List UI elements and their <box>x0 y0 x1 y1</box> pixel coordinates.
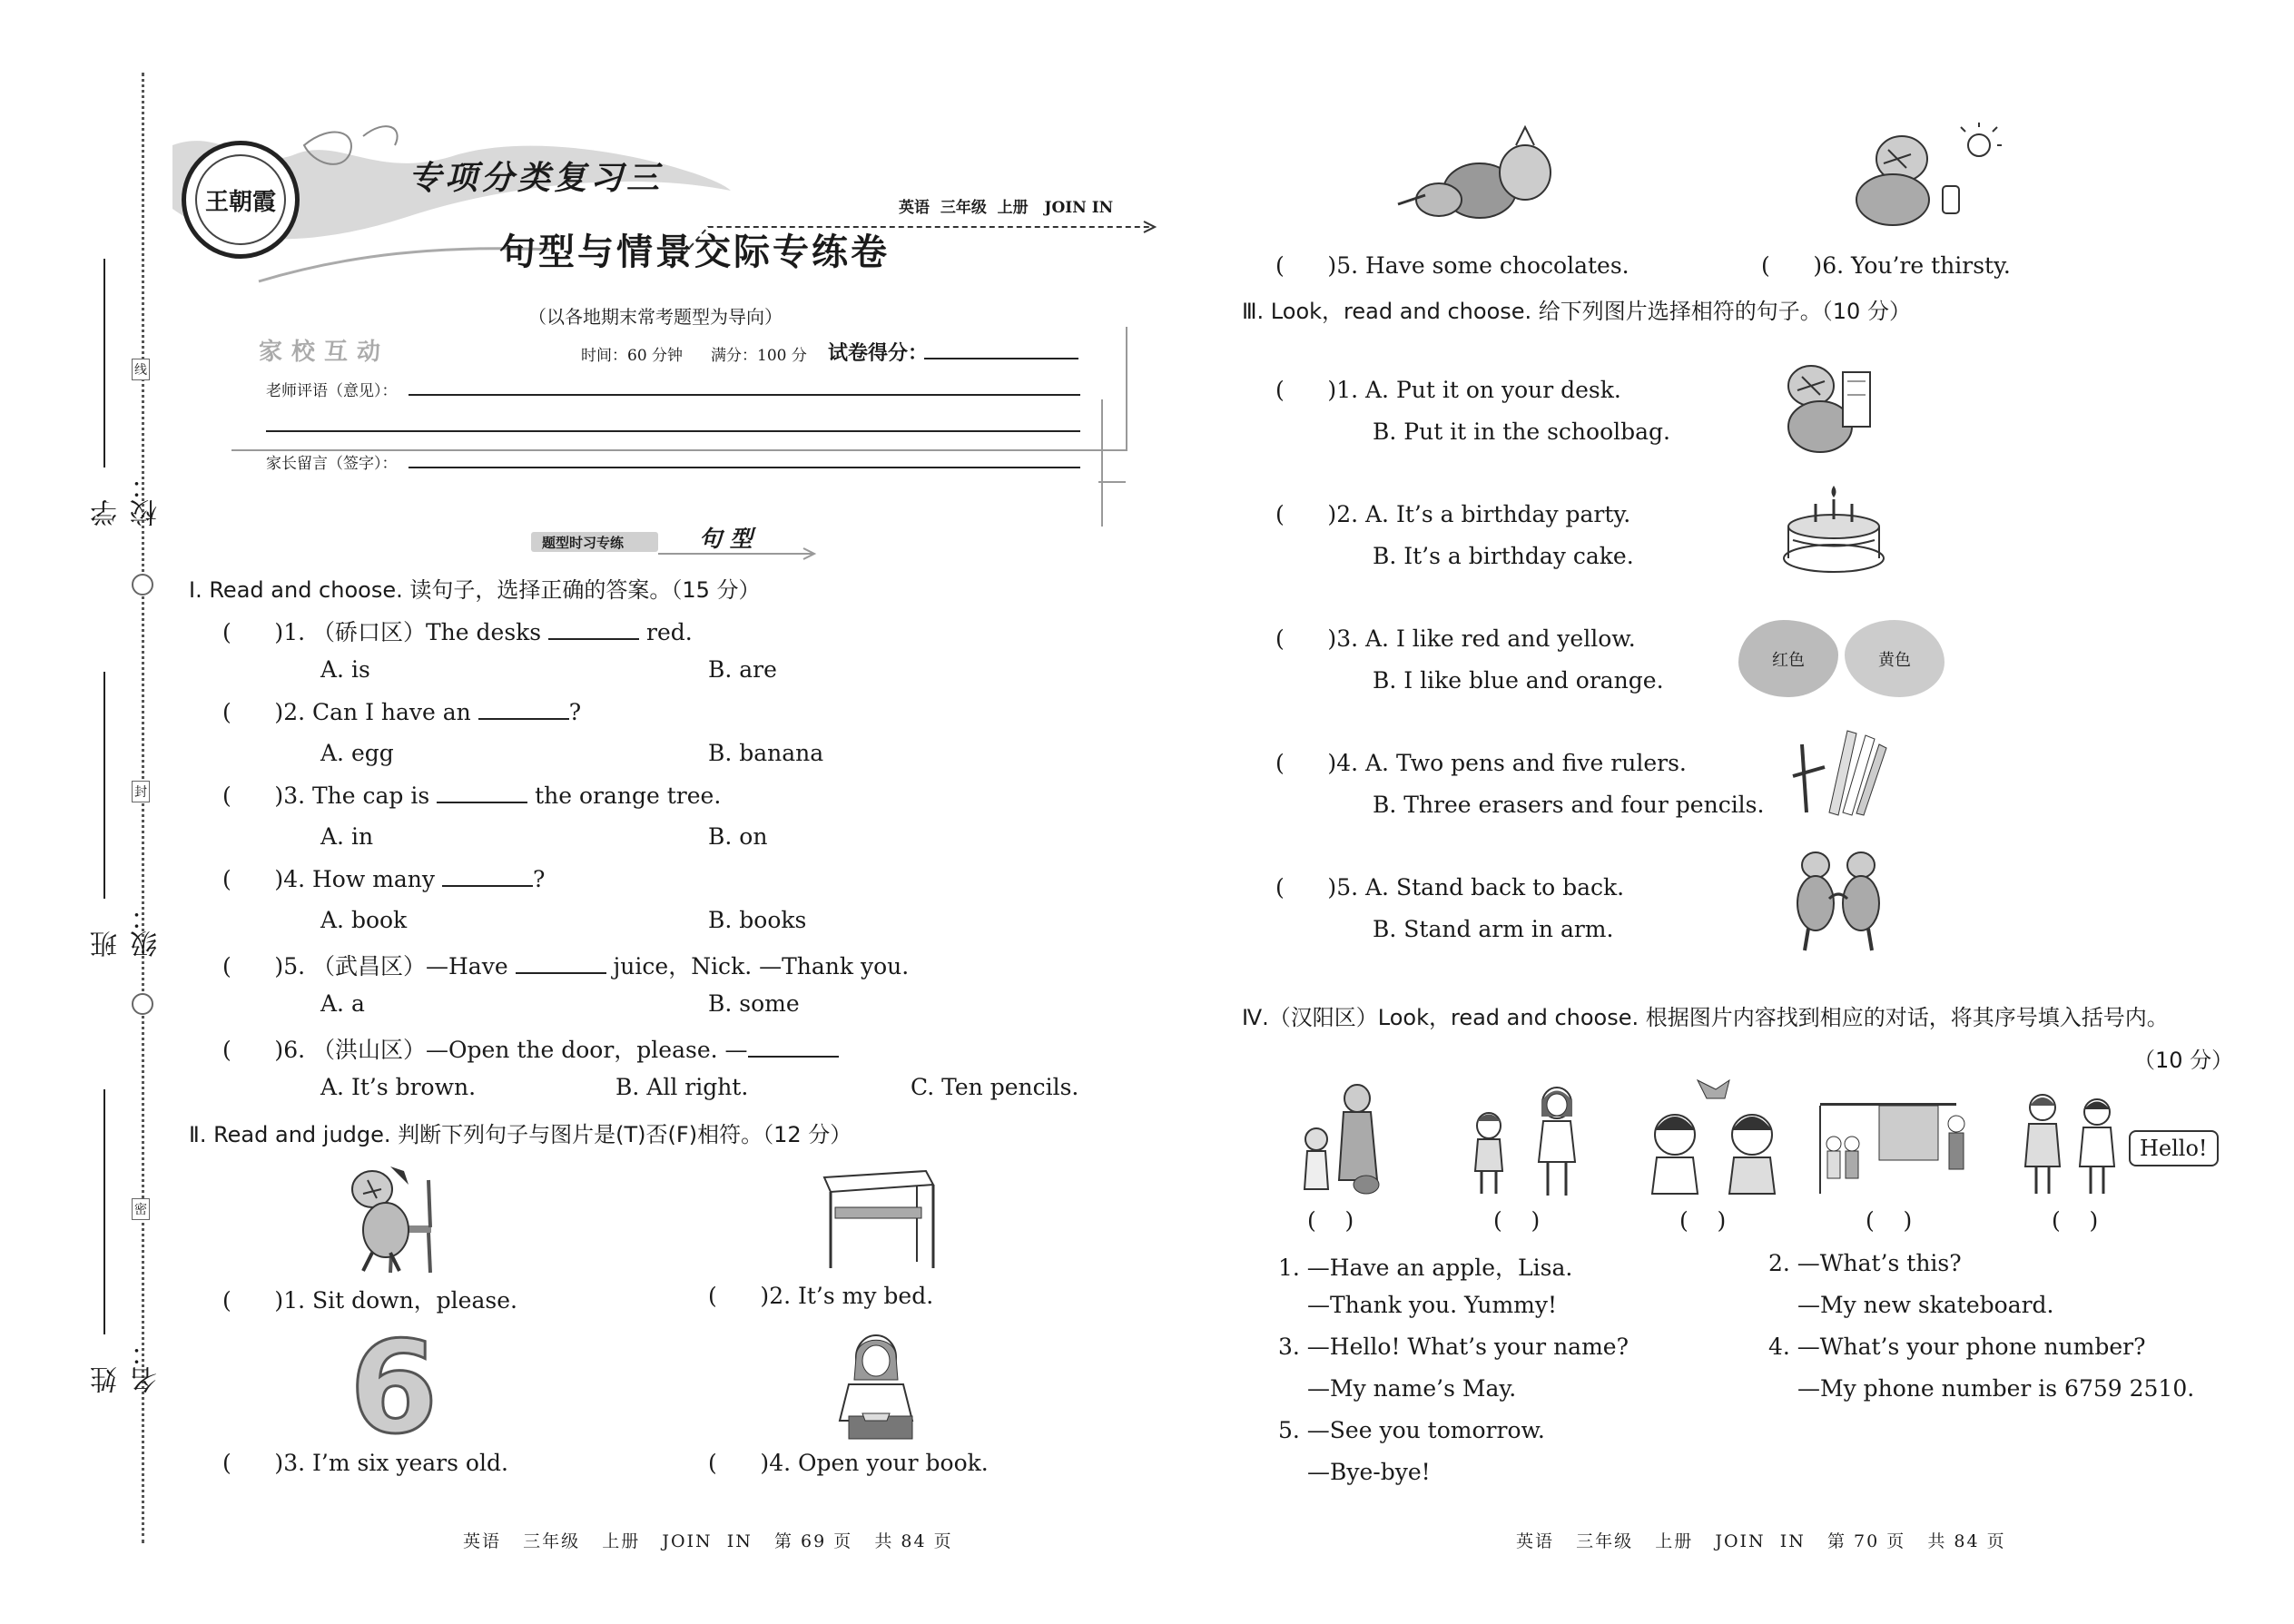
brand-logo <box>182 141 300 259</box>
s1-q2-option-b[interactable]: B. banana <box>708 740 824 766</box>
s4-answer-4[interactable]: ( ) <box>1866 1207 1913 1234</box>
footer-left: 英语 三年级 上册 JOIN IN 第 69 页 共 84 页 <box>463 1531 953 1551</box>
s1-q6-option-b[interactable]: B. All right. <box>615 1074 749 1100</box>
s2-item-4: ( )4. Open your book. <box>708 1450 989 1476</box>
dialog-3-line-2: —My name’s May. <box>1307 1375 1517 1402</box>
s2-item-3-bracket[interactable]: ( )3. <box>222 1450 306 1476</box>
s3-item-4: ( )4. A. Two pens and five rulers. <box>1275 750 1687 776</box>
s1-q6-option-a[interactable]: A. It’s brown. <box>320 1074 477 1100</box>
s2-item-3: ( )3. I’m six years old. <box>222 1450 508 1476</box>
teacher-comment-input[interactable] <box>409 394 1080 396</box>
tiger-drink-picture <box>1838 123 2002 227</box>
interaction-tag: 家校互动 <box>259 339 390 366</box>
s1-q2-bracket[interactable]: ( )2. <box>222 699 306 725</box>
s3-item-2-bracket[interactable]: ( )2. <box>1275 501 1359 527</box>
s1-q5-option-b[interactable]: B. some <box>708 990 800 1017</box>
binding-circle-2 <box>132 993 153 1015</box>
s1-q6-bracket[interactable]: ( )6. <box>222 1037 306 1063</box>
s1-q5-bracket[interactable]: ( )5. <box>222 953 306 979</box>
dialog-3-line-1: 3. —Hello! What’s your name? <box>1278 1334 1629 1360</box>
birthday-cake-picture <box>1779 481 1888 576</box>
dialog-1-line-2: —Thank you. Yummy! <box>1307 1292 1558 1318</box>
dialog-pic-4-see-you <box>1811 1098 1970 1198</box>
page-subtitle: （以各地期末常考题型为导向） <box>528 306 783 328</box>
series-title: 专项分类复习三 <box>409 160 664 197</box>
s4-answer-5[interactable]: ( ) <box>2052 1207 2099 1234</box>
s3-item-1-bracket[interactable]: ( )1. <box>1275 377 1359 403</box>
s2-item-6: ( )6. You’re thirsty. <box>1761 252 2011 279</box>
class-field[interactable] <box>87 672 162 958</box>
tiger-chair-picture <box>336 1162 445 1275</box>
s1-q4-option-b[interactable]: B. books <box>708 907 807 933</box>
section-3-title: Ⅲ. Look，read and choose. 给下列图片选择相符的句子。（10 分） <box>1242 299 1911 324</box>
color-yellow-label: 黄色 <box>1878 650 1911 670</box>
s1-q2-option-a[interactable]: A. egg <box>320 740 394 766</box>
s3-item-1-option-b: B. Put it in the schoolbag. <box>1373 418 1670 445</box>
tigers-arm-in-arm-picture <box>1788 849 1888 953</box>
binding-tag-feng: 封 <box>132 781 150 802</box>
s1-q5-option-a[interactable]: A. a <box>320 990 365 1017</box>
s1-q1-option-a[interactable]: A. is <box>320 656 370 683</box>
dialog-pic-1-apple <box>1294 1080 1393 1198</box>
s1-q2-blank[interactable] <box>478 698 569 720</box>
s3-item-2: ( )2. A. It’s a birthday party. <box>1275 501 1631 527</box>
color-blob-yellow <box>1845 620 1944 697</box>
s2-item-4-bracket[interactable]: ( )4. <box>708 1450 792 1476</box>
hello-speech-bubble <box>2129 1130 2219 1166</box>
s3-item-5: ( )5. A. Stand back to back. <box>1275 874 1625 901</box>
s1-q3-option-b[interactable]: B. on <box>708 823 768 850</box>
s1-q2: ( )2. Can I have an ? <box>222 699 582 725</box>
s2-item-6-bracket[interactable]: ( )6. <box>1761 252 1845 279</box>
s1-q4-bracket[interactable]: ( )4. <box>222 866 306 892</box>
exam-time: 时间：60 分钟 <box>581 347 684 365</box>
s1-q5-blank[interactable] <box>516 952 606 974</box>
s1-q4-option-a[interactable]: A. book <box>320 907 408 933</box>
s4-answer-3[interactable]: ( ) <box>1679 1207 1727 1234</box>
s3-item-2-option-b: B. It’s a birthday cake. <box>1373 543 1634 569</box>
s2-item-5-bracket[interactable]: ( )5. <box>1275 252 1359 279</box>
score-label: 试卷得分： <box>828 341 929 365</box>
s1-q4: ( )4. How many ? <box>222 866 546 892</box>
binding-tag-mi: 密 <box>132 1198 150 1220</box>
s3-item-3-bracket[interactable]: ( )3. <box>1275 625 1359 652</box>
s3-item-5-option-b: B. Stand arm in arm. <box>1373 916 1614 942</box>
s1-q1: ( )1. （硚口区）The desks red. <box>222 619 693 645</box>
page-title: 句型与情景交际专练卷 <box>499 231 890 273</box>
s3-item-5-bracket[interactable]: ( )5. <box>1275 874 1359 901</box>
section-1-title: Ⅰ. Read and choose. 读句子，选择正确的答案。（15 分） <box>189 577 761 603</box>
score-input[interactable] <box>924 358 1078 359</box>
dialog-4-line-2: —My phone number is 6759 2510. <box>1797 1375 2195 1402</box>
dialog-pic-5-phone <box>2020 1089 2120 1198</box>
s1-q6-option-c[interactable]: C. Ten pencils. <box>911 1074 1079 1100</box>
name-field[interactable] <box>87 1089 162 1393</box>
teacher-comment-label: 老师评语（意见）： <box>266 382 398 400</box>
pens-rulers-picture <box>1793 726 1888 817</box>
dialog-pic-3-hello <box>1643 1076 1784 1198</box>
banner-title: 句 型 <box>699 526 753 552</box>
s4-answer-1[interactable]: ( ) <box>1307 1207 1354 1234</box>
number-six-picture: 6 <box>350 1314 438 1462</box>
s1-q4-blank[interactable] <box>442 865 533 887</box>
parent-comment-label: 家长留言（签字）： <box>266 455 398 473</box>
class-label: 班级： <box>91 903 162 958</box>
girl-book-picture <box>822 1330 935 1443</box>
s2-item-1-bracket[interactable]: ( )1. <box>222 1287 306 1314</box>
hello-text: Hello! <box>2140 1136 2208 1161</box>
school-label: 学校： <box>91 472 162 527</box>
dialog-5-line-1: 5. —See you tomorrow. <box>1278 1417 1545 1443</box>
section-4-score: （10 分） <box>2133 1048 2234 1073</box>
s3-item-3-option-b: B. I like blue and orange. <box>1373 667 1664 694</box>
section-banner <box>531 528 812 554</box>
color-blob-red <box>1738 620 1838 697</box>
section-2-title: Ⅱ. Read and judge. 判断下列句子与图片是(T)否(F)相符。（12 分） <box>189 1122 852 1147</box>
s1-q6: ( )6. （洪山区）—Open the door，please. — <box>222 1032 839 1065</box>
s4-answer-2[interactable]: ( ) <box>1493 1207 1541 1234</box>
dialog-2-line-1: 2. —What’s this? <box>1768 1250 1962 1276</box>
s1-q3: ( )3. The cap is the orange tree. <box>222 782 722 809</box>
dialog-4-line-1: 4. —What’s your phone number? <box>1768 1334 2146 1360</box>
s1-q1-bracket[interactable]: ( )1. <box>222 619 306 645</box>
s1-q1-option-b[interactable]: B. are <box>708 656 777 683</box>
s3-item-3: ( )3. A. I like red and yellow. <box>1275 625 1636 652</box>
tiger-schoolbag-picture <box>1770 354 1879 458</box>
teacher-comment-line-2[interactable] <box>266 430 1080 432</box>
binding-dotted-line <box>142 73 144 1543</box>
s1-q3-option-a[interactable]: A. in <box>320 823 374 850</box>
vegetables-picture <box>1389 123 1566 227</box>
dialog-pic-2-skateboard <box>1462 1085 1598 1198</box>
s2-item-1: ( )1. Sit down，please. <box>222 1287 517 1314</box>
box-deco-vline <box>1101 399 1103 527</box>
s2-item-5: ( )5. Have some chocolates. <box>1275 252 1629 279</box>
section-4-title: Ⅳ.（汉阳区）Look，read and choose. 根据图片内容找到相应的对话，将其序号填入括号内。 <box>1242 1005 2169 1030</box>
binding-circle-1 <box>132 574 153 595</box>
brand-logo-text: 王朝霞 <box>204 188 276 216</box>
s1-q6-blank[interactable] <box>748 1036 839 1058</box>
dialog-1-line-1: 1. —Have an apple，Lisa. <box>1278 1255 1573 1281</box>
s3-item-4-bracket[interactable]: ( )4. <box>1275 750 1359 776</box>
s1-q5: ( )5. （武昌区）—Have juice，Nick. —Thank you. <box>222 953 910 979</box>
color-red-label: 红色 <box>1772 650 1805 670</box>
s2-item-2-bracket[interactable]: ( )2. <box>708 1283 792 1309</box>
full-score: 满分：100 分 <box>711 347 807 365</box>
s1-q3-blank[interactable] <box>437 782 527 803</box>
school-field[interactable] <box>87 259 162 527</box>
desk-picture <box>817 1166 940 1271</box>
dialog-2-line-2: —My new skateboard. <box>1797 1292 2054 1318</box>
s3-item-1: ( )1. A. Put it on your desk. <box>1275 377 1621 403</box>
binding-tag-xian: 线 <box>132 359 150 380</box>
s1-q3-bracket[interactable]: ( )3. <box>222 782 306 809</box>
s2-item-2: ( )2. It’s my bed. <box>708 1283 934 1309</box>
dialog-5-line-2: —Bye-bye! <box>1307 1459 1431 1485</box>
name-label: 姓名： <box>91 1339 162 1393</box>
s3-item-4-option-b: B. Three erasers and four pencils. <box>1373 792 1765 818</box>
s1-q1-blank[interactable] <box>548 618 639 640</box>
banner-tag: 题型时习专练 <box>542 535 625 551</box>
grade-tag: 英语 三年级 上册 JOIN IN <box>899 199 1114 217</box>
footer-right: 英语 三年级 上册 JOIN IN 第 70 页 共 84 页 <box>1516 1531 2006 1551</box>
parent-comment-input[interactable] <box>409 467 1080 468</box>
